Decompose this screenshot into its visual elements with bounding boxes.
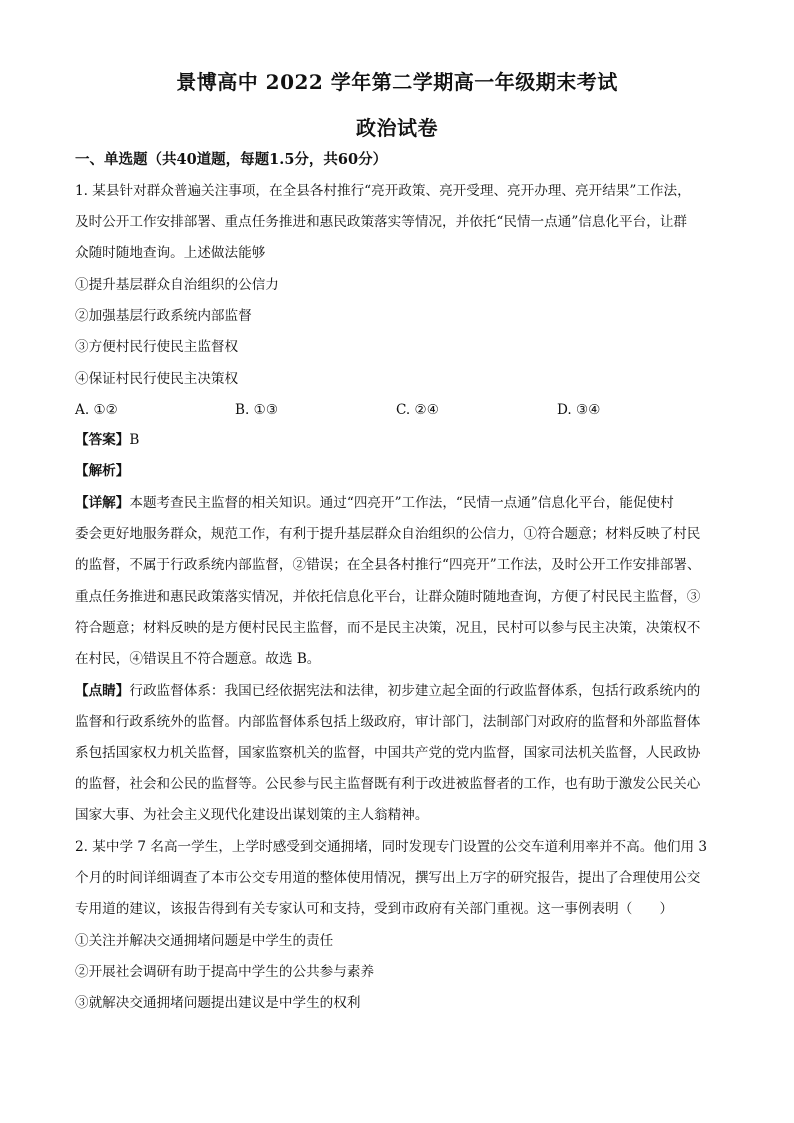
q1-analysis-label <box>75 461 129 481</box>
point-text: 行政监督体系：我国已经依据宪法和法律，初步建立起全面的行政监督体系，包括行政系统内的 <box>129 683 701 699</box>
q1-statement: ①提升基层群众自治组织的公信力 <box>75 277 279 293</box>
q1-statement: ④保证村民行使民主决策权 <box>75 371 239 387</box>
q1-choice-b: B. ①③ <box>235 402 279 418</box>
q1-answer <box>75 430 139 450</box>
q1-statement: ②加强基层行政系统内部监督 <box>75 308 252 324</box>
q1-detail-line <box>75 493 674 513</box>
q1-stem-line: 1. 某县针对群众普遍关注事项，在全县各村推行“亮开政策、亮开受理、亮开办理、亮开结果”工作法， <box>75 183 691 199</box>
q1-point-line: 监督和行政系统外的监督。内部监督体系包括上级政府，审计部门，法制部门对政府的监督和外部监督体 <box>75 714 701 730</box>
answer-label: 【答案】 <box>75 432 130 448</box>
q1-detail-line: 委会更好地服务群众，规范工作，有利于提升基层群众自治组织的公信力，①符合题意；材料反映了村民 <box>75 526 701 542</box>
q2-stem-line: 个月的时间详细调查了本市公交专用道的整体使用情况，撰写出上万字的研究报告，提出了合理使用公交 <box>75 870 701 886</box>
detail-text: 本题考查民主监督的相关知识。通过“四亮开”工作法，“民情一点通”信息化平台，能促使村 <box>129 495 674 511</box>
q1-choice-d: D. ③④ <box>557 402 601 418</box>
section-heading: 一、单选题（共40道题，每题1.5分，共60分） <box>75 151 388 168</box>
q1-choice-c: C. ②④ <box>396 402 439 418</box>
q1-stem-line: 众随时随地查询。上述做法能够 <box>75 245 266 261</box>
q2-stem-line: 专用道的建议，该报告得到有关专家认可和支持，受到市政府有关部门重视。这一事例表明（ ） <box>75 901 674 917</box>
q1-detail-line: 符合题意；材料反映的是方便村民民主监督，而不是民主决策，况且，民村可以参与民主决策，决策权不 <box>75 620 701 636</box>
q1-choice-a: A. ①② <box>75 402 118 418</box>
q1-point-line <box>75 681 700 701</box>
q1-stem-line: 及时公开工作安排部署、重点任务推进和惠民政策落实等情况，并依托“民情一点通”信息化平台，让群 <box>75 214 688 230</box>
q1-point-line: 国家大事、为社会主义现代化建设出谋划策的主人翁精神。 <box>75 807 429 823</box>
exam-subtitle: 政治试卷 <box>356 116 438 140</box>
q1-detail-line: 重点任务推进和惠民政策落实情况，并依托信息化平台，让群众随时随地查询，方便了村民民主监督，③ <box>75 589 701 605</box>
q2-statement: ②开展社会调研有助于提高中学生的公共参与素养 <box>75 964 375 980</box>
q1-detail-line: 在村民，④错误且不符合题意。故选 B。 <box>75 651 321 667</box>
answer-value: B <box>129 432 140 448</box>
q2-statement: ③就解决交通拥堵问题提出建议是中学生的权利 <box>75 995 361 1011</box>
q1-statement: ③方便村民行使民主监督权 <box>75 339 239 355</box>
q1-detail-line: 的监督，不属于行政系统内部监督，②错误；在全县各村推行“四亮开”工作法，及时公开工作安排部署、 <box>75 557 701 573</box>
q2-stem-line: 2. 某中学 7 名高一学生，上学时感受到交通拥堵，同时发现专门设置的公交车道利用率并不高。他们用 3 <box>75 839 708 855</box>
q2-statement: ①关注并解决交通拥堵问题是中学生的责任 <box>75 933 334 949</box>
point-label: 【点睛】 <box>75 683 130 699</box>
detail-label: 【详解】 <box>75 495 130 511</box>
q1-point-line: 的监督，社会和公民的监督等。公民参与民主监督既有利于改进被监督者的工作，也有助于激发公民关心 <box>75 776 701 792</box>
exam-title: 景博高中 2022 学年第二学期高一年级期末考试 <box>176 70 618 94</box>
analysis-label: 【解析】 <box>75 463 130 479</box>
q1-point-line: 系包括国家权力机关监督，国家监察机关的监督，中国共产党的党内监督，国家司法机关监督，人民政协 <box>75 745 701 761</box>
